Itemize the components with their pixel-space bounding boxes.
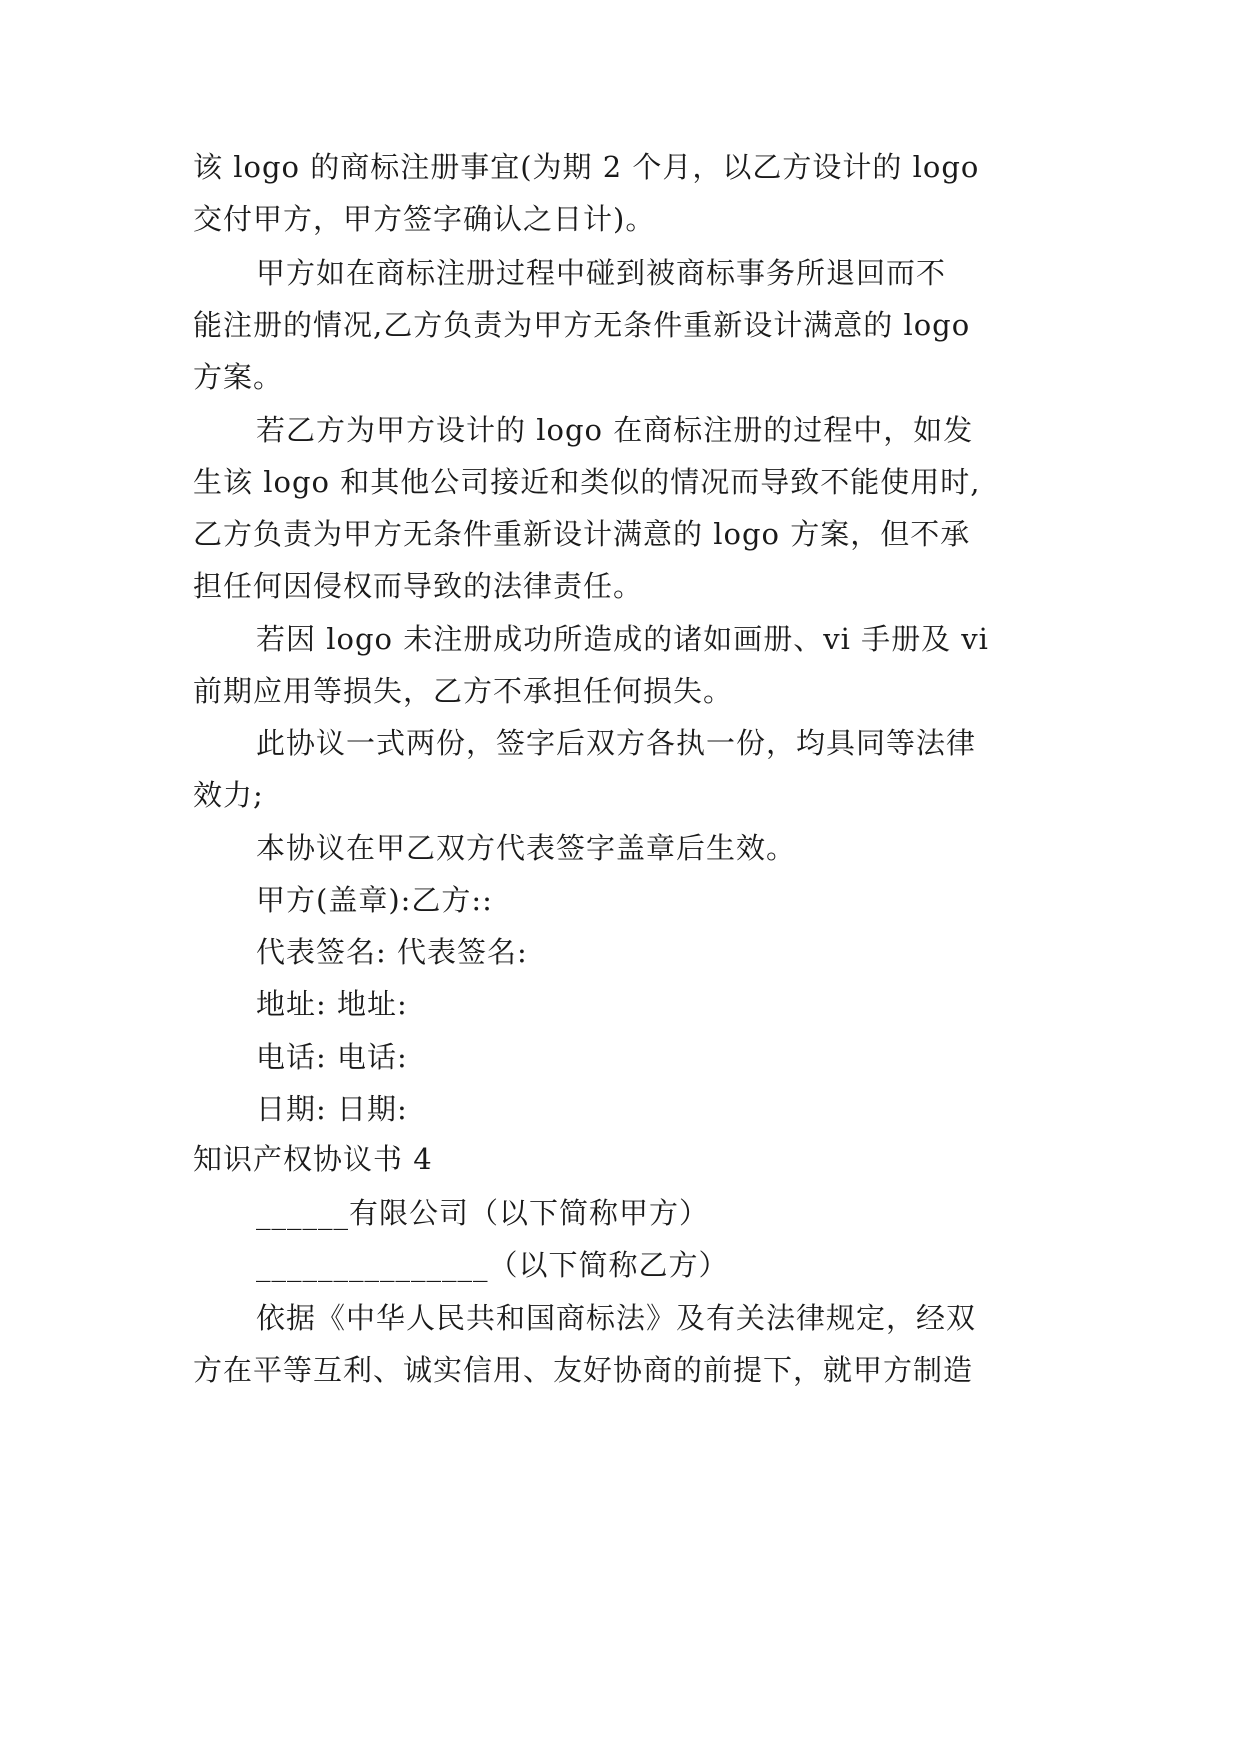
section-heading: 知识产权协议书 4: [193, 1142, 433, 1176]
text-line: 交付甲方，甲方签字确认之日计)。: [193, 202, 656, 236]
text-line: 担任何因侵权而导致的法律责任。: [193, 569, 644, 603]
paragraph-start: 若乙方为甲方设计的 logo 在商标注册的过程中，如发: [256, 413, 974, 447]
signature-field-representative: 代表签名: 代表签名:: [256, 935, 528, 969]
signature-field-phone: 电话: 电话:: [256, 1040, 408, 1074]
text-line: 生该 logo 和其他公司接近和类似的情况而导致不能使用时,: [193, 465, 981, 499]
signature-field-date: 日期: 日期:: [256, 1092, 408, 1126]
paragraph-start: 依据《中华人民共和国商标法》及有关法律规定，经双: [256, 1301, 977, 1335]
text-line: 该 logo 的商标注册事宜(为期 2 个月，以乙方设计的 logo: [193, 150, 980, 184]
text-line: 能注册的情况,乙方负责为甲方无条件重新设计满意的 logo: [193, 308, 971, 342]
text-line: 方案。: [193, 360, 284, 394]
paragraph-start: 本协议在甲乙双方代表签字盖章后生效。: [256, 831, 797, 865]
party-a-line: ______有限公司（以下简称甲方）: [256, 1196, 710, 1230]
party-b-line: _______________（以下简称乙方）: [256, 1248, 729, 1282]
paragraph-start: 此协议一式两份，签字后双方各执一份，均具同等法律: [256, 726, 977, 760]
paragraph-start: 甲方如在商标注册过程中碰到被商标事务所退回而不: [256, 256, 947, 290]
text-line: 方在平等互利、诚实信用、友好协商的前提下，就甲方制造: [193, 1353, 974, 1387]
text-line: 效力;: [193, 778, 264, 812]
signature-field-seal: 甲方(盖章):乙方::: [256, 883, 493, 917]
text-line: 乙方负责为甲方无条件重新设计满意的 logo 方案，但不承: [193, 517, 971, 551]
signature-field-address: 地址: 地址:: [256, 987, 408, 1021]
paragraph-start: 若因 logo 未注册成功所造成的诸如画册、vi 手册及 vi: [256, 622, 989, 656]
text-line: 前期应用等损失，乙方不承担任何损失。: [193, 674, 734, 708]
